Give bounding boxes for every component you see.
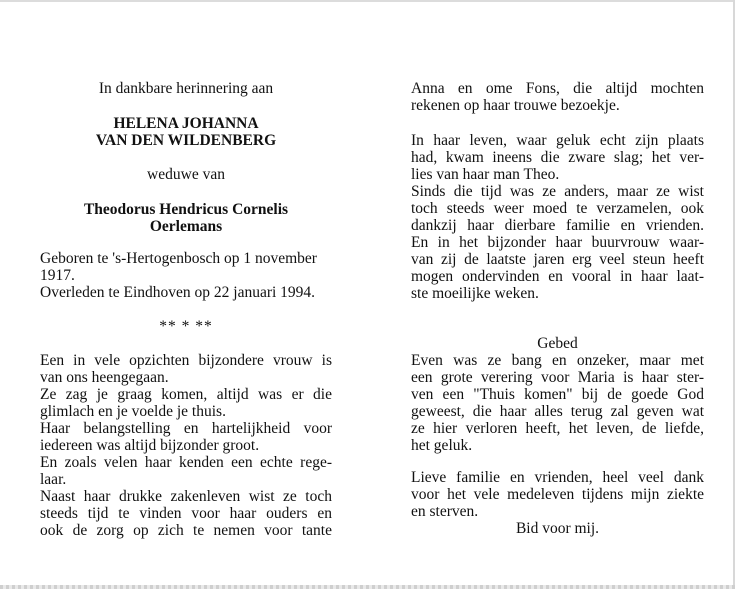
born-line1: Geboren te 's-Hertogenbosch op 1 november (40, 250, 317, 267)
right-text-line: In haar leven, waar geluk echt zijn plaats (411, 132, 704, 149)
right-text-line: Anna en ome Fons, die altijd mochten (411, 80, 704, 97)
deceased-name-line1: HELENA JOHANNA (113, 115, 259, 132)
died-line: Overleden te Eindhoven op 22 januari 1994. (40, 284, 316, 301)
deceased-name-line2: VAN DEN WILDENBERG (95, 132, 277, 149)
right-text-line: lies van haar man Theo. (411, 166, 560, 183)
separator-stars: ** * ** (159, 318, 213, 335)
closing-line: voor het vele medeleven tijdens mijn ziekte (411, 486, 704, 503)
prayer-line: het geluk. (411, 437, 473, 454)
left-text-line: Ze zag je graag komen, altijd was er die (40, 386, 332, 403)
left-text-line: En zoals velen haar kenden een echte rege- (40, 454, 332, 471)
right-text-line: En in het bijzonder haar buurvrouw waar- (411, 234, 704, 251)
prayer-line: ze hier verloren heeft, het leven, de liefde, (411, 420, 704, 437)
top-edge (0, 0, 735, 2)
left-text-line: ook de zorg op zich te nemen voor tante (40, 522, 332, 539)
left-text-line: glimlach en je voelde je thuis. (40, 403, 226, 420)
prayer-text (411, 352, 704, 454)
closing-line: Lieve familie en vrienden, heel veel dank (411, 469, 704, 486)
right-text-line: had, kwam ineens die zware slag; het ver- (411, 149, 704, 166)
left-text-line: steeds tijd te vinden voor haar ouders en (40, 505, 332, 522)
right-text-line: ste moeilijke weken. (411, 285, 539, 302)
left-text-line: laar. (40, 471, 67, 488)
closing-text (411, 469, 704, 520)
right-text-line: toch steeds weer moed te verzamelen, ook (411, 200, 704, 217)
widow-of-line: weduwe van (147, 166, 225, 183)
right-text-line: dankzij haar dierbare familie en vrienden. (411, 217, 704, 234)
prayer-line: een grote verering voor Maria is haar ster- (411, 369, 704, 386)
husband-name-line1: Theodorus Hendricus Cornelis (83, 201, 289, 218)
left-text-line: Een in vele opzichten bijzondere vrouw is (40, 352, 332, 369)
prayer-line: geweest, die haar alles terug zal geven wat (411, 403, 704, 420)
prayer-line: ven een "Thuis komen" bij de goede God (411, 386, 704, 403)
left-text-line: Haar belangstelling en hartelijkheid voor (40, 420, 332, 437)
dates-block (40, 250, 332, 301)
prayer-line: Even was ze bang en onzeker, maar met (411, 352, 704, 369)
right-text-line: rekenen op haar trouwe bezoekje. (411, 97, 620, 114)
left-text-line: van ons heengegaan. (40, 369, 169, 386)
left-text-line: Naast haar drukke zakenleven wist ze toch (40, 488, 332, 505)
closing-final: Bid voor mij. (515, 520, 600, 537)
right-text-block-1 (411, 80, 704, 114)
husband-name-line2: Oerlemans (149, 218, 223, 235)
intro-line: In dankbare herinnering aan (98, 80, 274, 97)
closing-line: en sterven. (411, 503, 479, 520)
right-text-block-2 (411, 132, 704, 302)
left-body-text (40, 352, 332, 539)
left-text-line: iedereen was altijd bijzonder groot. (40, 437, 260, 454)
bottom-edge (0, 585, 735, 589)
prayer-title: Gebed (537, 335, 578, 352)
right-text-line: Sinds die tijd was ze anders, maar ze wist (411, 183, 704, 200)
right-text-line: van zij de laatste jaren erg veel steun heeft (411, 251, 704, 268)
born-line2: 1917. (40, 267, 75, 284)
right-text-line: mogen ondervinden en vooral in haar laat- (411, 268, 704, 285)
